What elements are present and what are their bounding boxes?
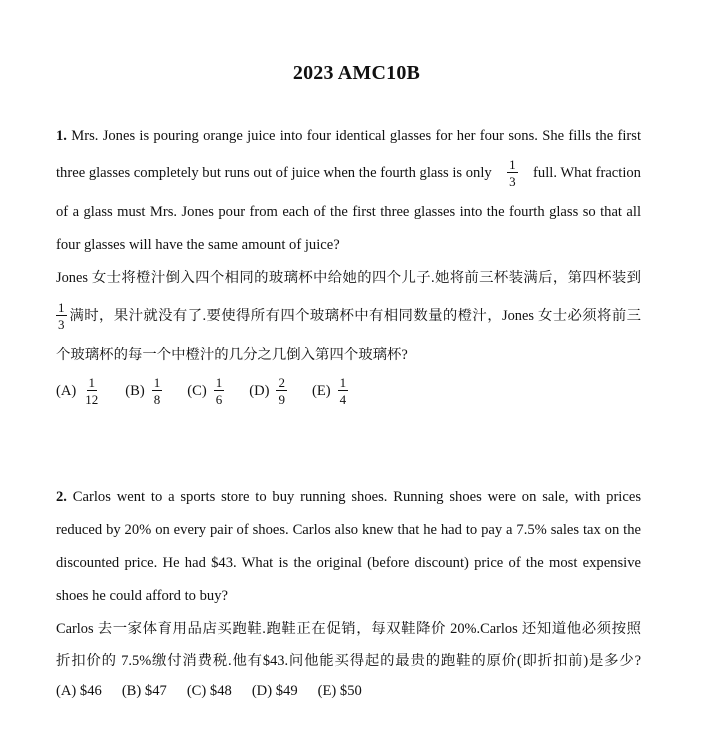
p2-line-1 — [56, 488, 641, 506]
p1-choice-a: (A) $\frac{1}{12}$ — [56, 375, 99, 407]
p1-cn-fraction — [56, 301, 67, 331]
p1-cn-line-2 — [56, 301, 641, 331]
p1-choice-b: (B) $\frac{1}{8}$ — [125, 375, 161, 407]
p1-line-2 — [56, 158, 641, 188]
p1-line-1 — [56, 127, 641, 145]
p2-choice-e: (E) $50 — [317, 683, 362, 699]
p2-cn-line1: Carlos 去一家体育用品店买跑鞋.跑鞋正在促销，每双鞋降价 20%.Carlos 还知道他必须按照 — [56, 621, 641, 637]
p1-en-line3: of a glass must Mrs. Jones pour from each of the first three glasses into the fourth glass so that all — [56, 204, 641, 220]
p2-number: 2. — [56, 489, 67, 505]
p2-cn-line2: 折扣价的 7.5%缴付消费税.他有$43.问他能买得起的最贵的跑鞋的原价(即折扣前)是多少? — [56, 653, 641, 669]
frac-numerator: 1 — [509, 157, 516, 172]
p2-choice-a: (A) $46 — [56, 683, 102, 699]
p1-cn-line3: 个玻璃杯的每一个中橙汁的几分之几倒入第四个玻璃杯? — [56, 347, 408, 363]
p1-cn-line2: 满时，果汁就没有了.要使得所有四个玻璃杯中有相同数量的橙汁，Jones 女士必须将前三 — [69, 308, 641, 324]
p2-answer-choices — [56, 683, 382, 700]
p1-en-line4: four glasses will have the same amount of juice? — [56, 237, 340, 253]
p1-choice-c: (C) $\frac{1}{6}$ — [187, 375, 223, 407]
frac-denominator: 3 — [509, 174, 516, 189]
p1-choice-e: (E) $\frac{1}{4}$ — [311, 375, 347, 407]
p2-en-line3: discounted price. He had $43. What is the original (before discount) price of the most expensive — [56, 555, 641, 571]
p1-number: 1. — [56, 128, 67, 144]
p2-choice-c: (C) $48 — [186, 683, 232, 699]
page-title: 2023 AMC10B — [292, 62, 421, 84]
p1-choice-d: (D) $\frac{2}{9}$ — [249, 375, 285, 407]
p2-en-line4: shoes he could afford to buy? — [56, 588, 228, 604]
p1-answer-choices — [56, 376, 373, 406]
p1-en-line2a: three glasses completely but runs out of juice when the fourth glass is only — [56, 165, 492, 181]
p2-en-line1: Carlos went to a sports store to buy running shoes. Running shoes were on sale, with prices — [72, 489, 641, 505]
p2-choice-b: (B) $47 — [121, 683, 167, 699]
frac-numerator: 1 — [58, 300, 65, 315]
frac-denominator: 3 — [58, 317, 65, 332]
p2-choice-d: (D) $49 — [251, 683, 298, 699]
p1-cn-line1: Jones 女士将橙汁倒入四个相同的玻璃杯中给她的四个儿子.她将前三杯装满后，第四杯装到 — [56, 270, 641, 286]
p1-inline-fraction — [507, 158, 518, 188]
p2-en-line2: reduced by 20% on every pair of shoes. Carlos also knew that he had to pay a 7.5% sales tax on the — [56, 522, 641, 538]
p1-en-line2b: full. What fraction — [533, 165, 641, 181]
p1-en-line1: Mrs. Jones is pouring orange juice into four identical glasses for her four sons. She fills the first — [71, 128, 641, 144]
